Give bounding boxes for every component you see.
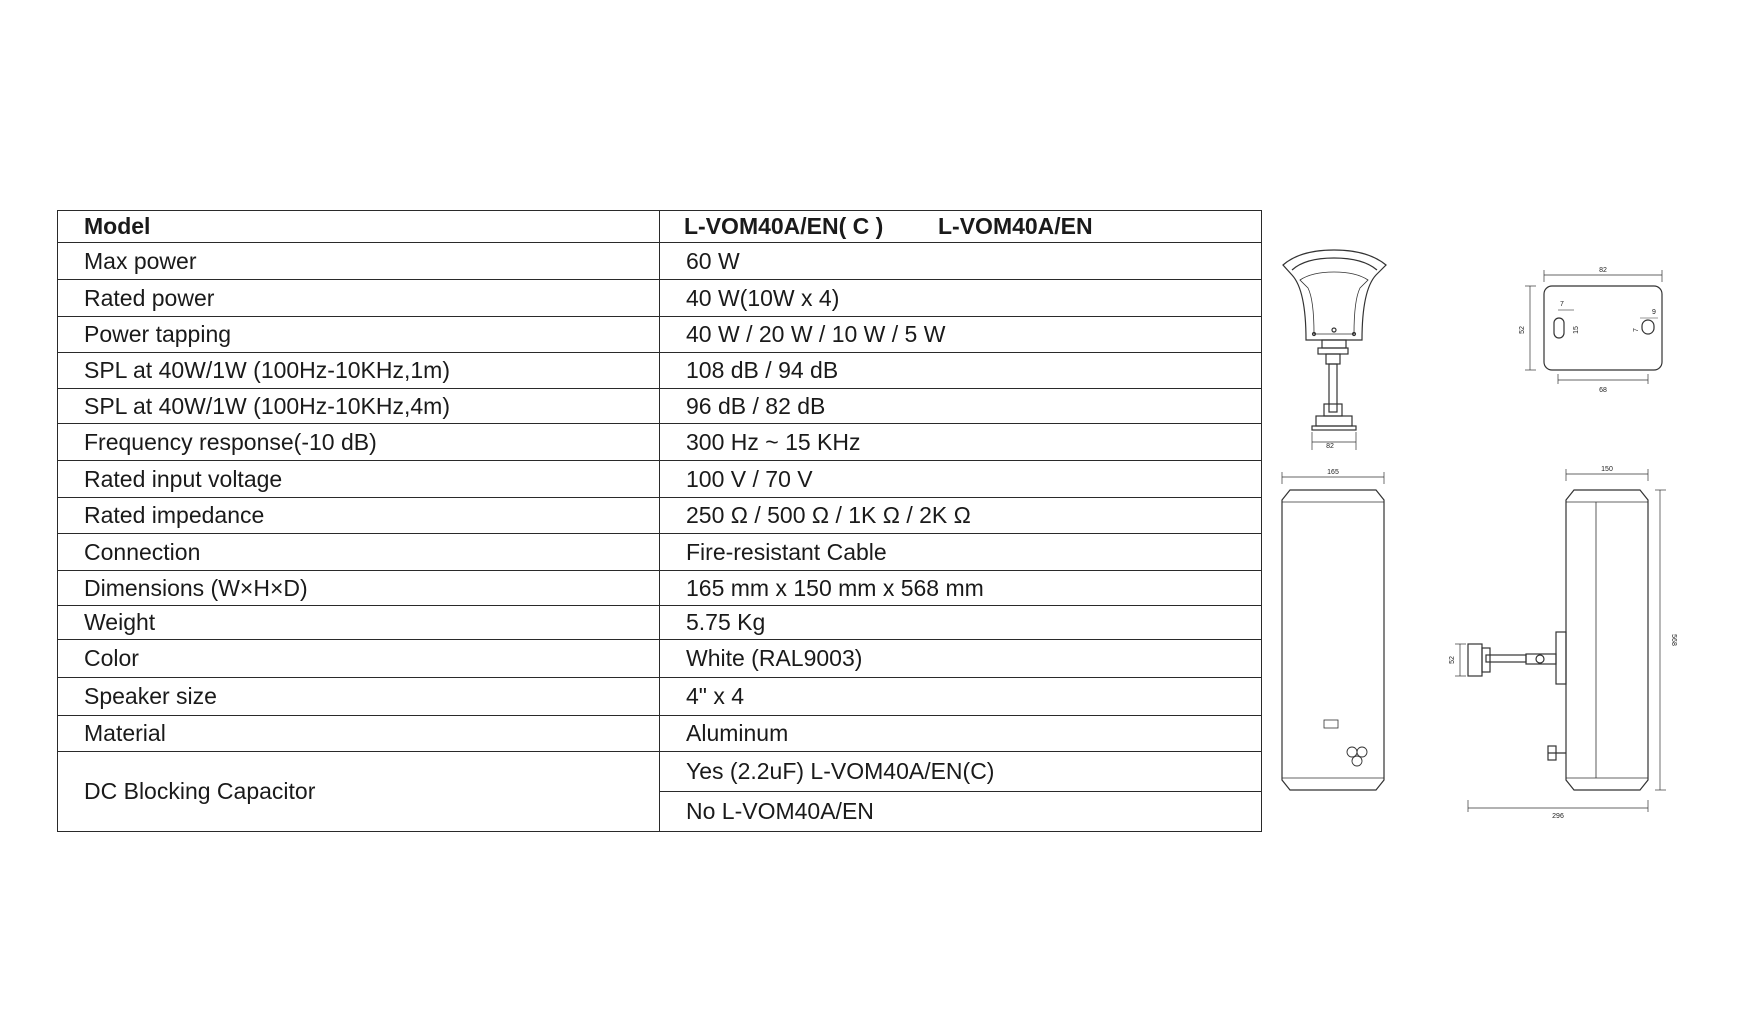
row-label: Dimensions (W×H×D) bbox=[58, 571, 660, 606]
row-value: White (RAL9003) bbox=[660, 640, 1262, 678]
model-b: L-VOM40A/EN bbox=[938, 213, 1093, 239]
row-value: Aluminum bbox=[660, 716, 1262, 752]
row-value: Fire-resistant Cable bbox=[660, 534, 1262, 571]
side-bracket-height-dim: 52 bbox=[1449, 656, 1456, 664]
bracket-dim-7a: 7 bbox=[1560, 301, 1564, 308]
bracket-dim-15: 15 bbox=[1573, 326, 1580, 334]
row-label: Connection bbox=[58, 534, 660, 571]
row-label: Rated power bbox=[58, 280, 660, 317]
dc-no-value: No L-VOM40A/EN bbox=[660, 792, 1262, 832]
row-label: Material bbox=[58, 716, 660, 752]
row-label: Frequency response(-10 dB) bbox=[58, 424, 660, 461]
dc-label: DC Blocking Capacitor bbox=[58, 752, 660, 832]
side-depth-dim: 150 bbox=[1601, 466, 1613, 473]
side-height-dim: 568 bbox=[1670, 634, 1677, 646]
top-view-drawing bbox=[1283, 250, 1386, 450]
dc-yes-value: Yes (2.2uF) L-VOM40A/EN(C) bbox=[660, 752, 1262, 792]
front-view-drawing bbox=[1282, 472, 1384, 790]
bracket-height-dim: 52 bbox=[1519, 326, 1526, 334]
row-label: Rated input voltage bbox=[58, 461, 660, 498]
row-label: Power tapping bbox=[58, 317, 660, 353]
row-value: 300 Hz ~ 15 KHz bbox=[660, 424, 1262, 461]
row-label: SPL at 40W/1W (100Hz-10KHz,1m) bbox=[58, 353, 660, 389]
model-a: L-VOM40A/EN( C ) bbox=[684, 213, 884, 239]
row-value: 5.75 Kg bbox=[660, 606, 1262, 640]
bracket-dim-7b: 7 bbox=[1633, 328, 1640, 332]
front-width-dim: 165 bbox=[1327, 469, 1339, 476]
top-view-width-dim: 82 bbox=[1326, 443, 1334, 450]
bracket-dim-9: 9 bbox=[1652, 309, 1656, 316]
row-value: 96 dB / 82 dB bbox=[660, 389, 1262, 424]
row-value: 4" x 4 bbox=[660, 678, 1262, 716]
row-label: Weight bbox=[58, 606, 660, 640]
row-value: 165 mm x 150 mm x 568 mm bbox=[660, 571, 1262, 606]
bracket-hole-spacing-dim: 68 bbox=[1599, 387, 1607, 394]
row-label: Max power bbox=[58, 243, 660, 280]
bracket-plate-drawing bbox=[1525, 270, 1662, 384]
bracket-width-dim: 82 bbox=[1599, 267, 1607, 274]
row-label: Rated impedance bbox=[58, 498, 660, 534]
row-label: SPL at 40W/1W (100Hz-10KHz,4m) bbox=[58, 389, 660, 424]
row-value: 40 W / 20 W / 10 W / 5 W bbox=[660, 317, 1262, 353]
row-value: 108 dB / 94 dB bbox=[660, 353, 1262, 389]
row-label: Speaker size bbox=[58, 678, 660, 716]
row-value: 250 Ω / 500 Ω / 1K Ω / 2K Ω bbox=[660, 498, 1262, 534]
side-total-depth-dim: 296 bbox=[1552, 813, 1564, 820]
row-value: 40 W(10W x 4) bbox=[660, 280, 1262, 317]
row-label: Color bbox=[58, 640, 660, 678]
side-view-drawing bbox=[1455, 469, 1666, 812]
row-value: 60 W bbox=[660, 243, 1262, 280]
row-value: 100 V / 70 V bbox=[660, 461, 1262, 498]
header-label: Model bbox=[58, 211, 660, 243]
